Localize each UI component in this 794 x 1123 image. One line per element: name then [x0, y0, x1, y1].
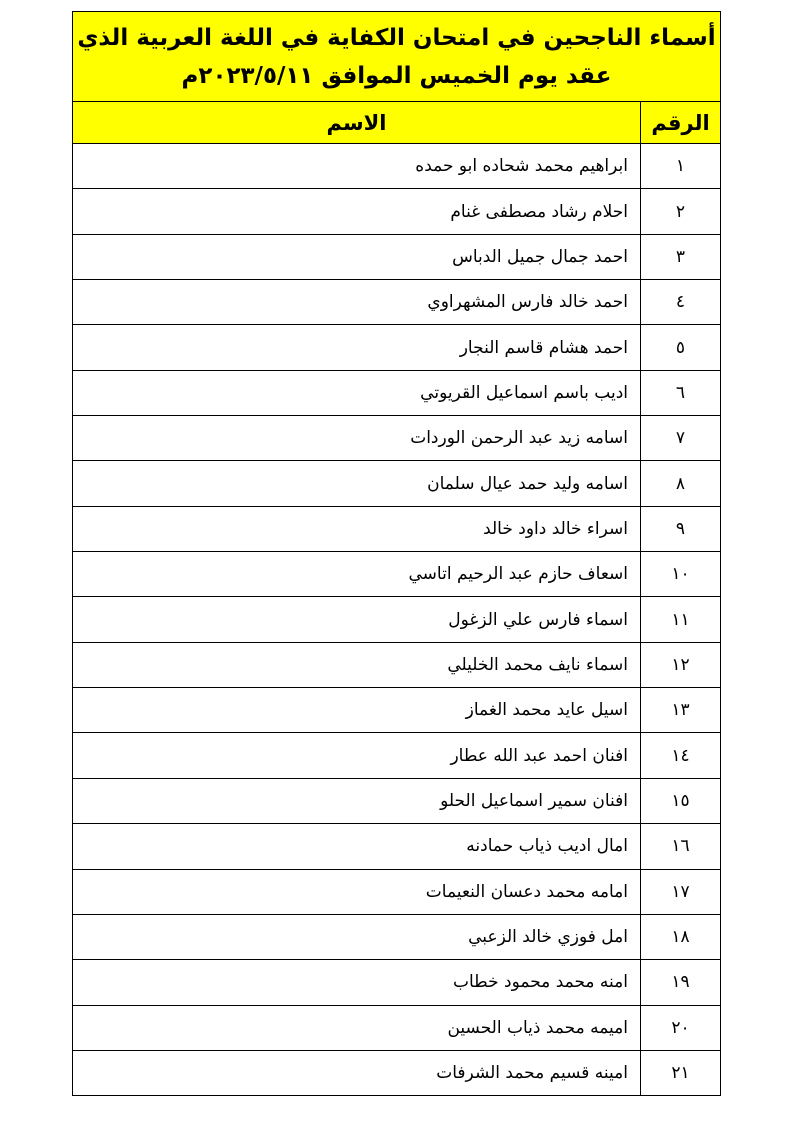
student-name: احمد خالد فارس المشهراوي: [73, 280, 641, 325]
table-row: [73, 733, 721, 778]
row-number: ١١: [641, 597, 721, 642]
row-number: ٦: [641, 370, 721, 415]
table-row: [73, 370, 721, 415]
row-number: ٣: [641, 234, 721, 279]
table-row: [73, 552, 721, 597]
row-number: ٥: [641, 325, 721, 370]
student-name: احلام رشاد مصطفى غنام: [73, 189, 641, 234]
student-name: امال اديب ذياب حمادنه: [73, 824, 641, 869]
title-line-2: عقد يوم الخميس الموافق ٢٠٢٣/٥/١١م: [181, 62, 612, 89]
document-title: [73, 12, 721, 102]
table-row: [73, 506, 721, 551]
table-row: [73, 960, 721, 1005]
table-row: [73, 1050, 721, 1095]
row-number: ١٢: [641, 642, 721, 687]
student-name: امنه محمد محمود خطاب: [73, 960, 641, 1005]
student-name: اسامه زيد عبد الرحمن الوردات: [73, 416, 641, 461]
title-line-1: أسماء الناجحين في امتحان الكفاية في اللغة العربية الذي: [77, 24, 716, 51]
student-name: اسعاف حازم عبد الرحيم اتاسي: [73, 552, 641, 597]
row-number: ٢١: [641, 1050, 721, 1095]
student-name: اديب باسم اسماعيل القريوتي: [73, 370, 641, 415]
table-row: [73, 914, 721, 959]
table-row: [73, 461, 721, 506]
row-number: ٩: [641, 506, 721, 551]
table-row: [73, 778, 721, 823]
header-number: الرقم: [641, 102, 721, 144]
row-number: ١٤: [641, 733, 721, 778]
table-row: [73, 824, 721, 869]
title-row: [73, 12, 721, 102]
row-number: ١٨: [641, 914, 721, 959]
row-number: ٢: [641, 189, 721, 234]
student-name: اسيل عايد محمد الغماز: [73, 688, 641, 733]
student-name: امل فوزي خالد الزعبي: [73, 914, 641, 959]
student-name: اميمه محمد ذياب الحسين: [73, 1005, 641, 1050]
table-row: [73, 325, 721, 370]
student-name: افنان احمد عبد الله عطار: [73, 733, 641, 778]
table-row: [73, 642, 721, 687]
table-row: [73, 1005, 721, 1050]
row-number: ١٩: [641, 960, 721, 1005]
row-number: ١٣: [641, 688, 721, 733]
student-name: افنان سمير اسماعيل الحلو: [73, 778, 641, 823]
row-number: ١: [641, 144, 721, 189]
row-number: ٤: [641, 280, 721, 325]
student-name: اسراء خالد داود خالد: [73, 506, 641, 551]
table-row: [73, 869, 721, 914]
student-name: اسماء نايف محمد الخليلي: [73, 642, 641, 687]
student-name: امينه قسيم محمد الشرفات: [73, 1050, 641, 1095]
row-number: ٢٠: [641, 1005, 721, 1050]
student-name: اسماء فارس علي الزغول: [73, 597, 641, 642]
row-number: ٨: [641, 461, 721, 506]
table-row: [73, 189, 721, 234]
row-number: ١٧: [641, 869, 721, 914]
table-row: [73, 234, 721, 279]
table-row: [73, 416, 721, 461]
student-name: امامه محمد دعسان النعيمات: [73, 869, 641, 914]
student-name: احمد جمال جميل الدباس: [73, 234, 641, 279]
row-number: ٧: [641, 416, 721, 461]
header-name: الاسم: [73, 102, 641, 144]
student-name: ابراهيم محمد شحاده ابو حمده: [73, 144, 641, 189]
table-row: [73, 597, 721, 642]
table-row: [73, 280, 721, 325]
student-name: احمد هشام قاسم النجار: [73, 325, 641, 370]
student-name: اسامه وليد حمد عيال سلمان: [73, 461, 641, 506]
row-number: ١٥: [641, 778, 721, 823]
passed-students-table: [72, 11, 721, 1096]
row-number: ١٦: [641, 824, 721, 869]
table-row: [73, 144, 721, 189]
table-row: [73, 688, 721, 733]
header-row: [73, 102, 721, 144]
row-number: ١٠: [641, 552, 721, 597]
